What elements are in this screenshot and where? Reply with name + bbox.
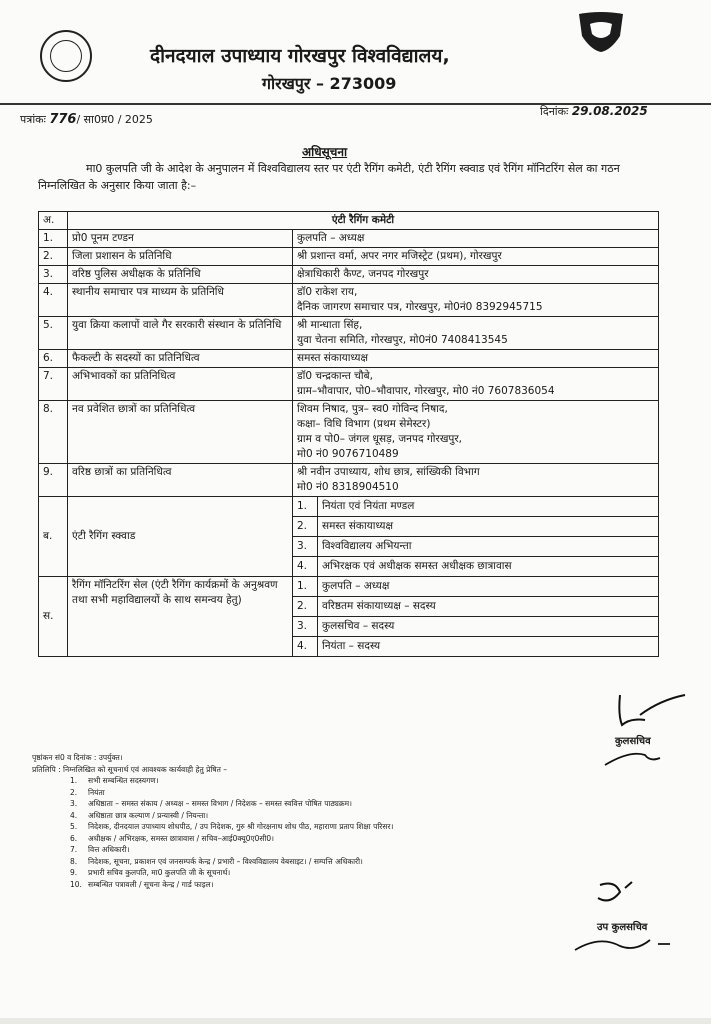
list-item-number: 1. — [293, 577, 318, 597]
copy-item-number: 2. — [70, 787, 78, 797]
anti-ragging-squad-title: एंटी रैगिंग स्क्वाड — [68, 497, 293, 577]
anti-ragging-squad-row — [39, 497, 659, 577]
copy-list-item — [70, 833, 592, 845]
row-role: फैकल्टी के सदस्यों का प्रतिनिधित्व — [68, 350, 293, 368]
list-item-text: कुलपति – अध्यक्ष — [318, 577, 659, 597]
list-item-text: नियंता एवं नियंता मण्डल — [318, 497, 659, 517]
member-line: डॉ0 राकेश राय, — [297, 286, 358, 298]
copy-list-item — [70, 844, 592, 856]
copy-item-number: 7. — [70, 845, 78, 854]
copy-list-item — [70, 867, 592, 879]
copy-list-item — [70, 856, 592, 868]
header-cell-num: अ. — [39, 212, 68, 230]
notice-intro: मा0 कुलपति जी के आदेश के अनुपालन में विश्वविद्यालय स्तर पर एंटी रैगिंग कमेटी, एंटी रैगिंग स्क्वाड एवं रैगिंग मॉनिटरिंग सेल का गठन निम्नलिखित के अनुसार किया जाता है:– — [38, 162, 620, 192]
list-item-number: 1. — [293, 497, 318, 517]
member-line: ग्राम व पो0– जंगल धूसड़, जनपद गोरखपुर, — [297, 433, 462, 445]
copy-item-number: 8. — [70, 856, 78, 866]
row-member — [293, 284, 659, 317]
table-header-row — [39, 212, 659, 230]
copy-item-text: अधिष्ठाता – समस्त संकाय / अध्यक्ष – समस्त विभाग / निदेशक – समस्त स्ववित्त पोषित पाठ्यक्रम। — [88, 799, 352, 808]
page-bottom-edge — [0, 1018, 711, 1024]
copy-item-text: निदेशक, सूचना, प्रकाशन एवं जनसम्पर्क केन्द्र / प्रभारी – विश्वविद्यालय वेबसाइट। / सम्पत्ति अधिकारी। — [88, 856, 363, 866]
row-role: जिला प्रशासन के प्रतिनिधि — [68, 248, 293, 266]
copy-item-number: 4. — [70, 810, 78, 820]
list-item — [293, 497, 658, 517]
copy-item-text: नियंता — [88, 787, 105, 797]
row-number: 1. — [39, 230, 68, 248]
copy-list-item — [70, 821, 592, 833]
notice-title: अधिसूचना — [302, 145, 348, 159]
ref-number: 776 — [49, 112, 77, 127]
copy-item-number: 5. — [70, 822, 78, 831]
member-line: मो0 नं0 8318904510 — [297, 481, 399, 493]
date-label: दिनांकः — [540, 105, 569, 118]
anti-ragging-squad-number: ब. — [39, 497, 68, 577]
copy-list-item — [70, 810, 592, 822]
row-role: नव प्रवेशित छात्रों का प्रतिनिधित्व — [68, 401, 293, 464]
member-line: श्री प्रशान्त वर्मा, अपर नगर मजिस्ट्रेट (प्रथम), गोरखपुर — [297, 250, 502, 262]
monitoring-cell-title: रैगिंग मॉनिटरिंग सेल (एंटी रैगिंग कार्यक्रमों के अनुश्रवण तथा सभी महाविद्यालयों के साथ समन्वय हेतु) — [68, 577, 293, 657]
footer-line-copy: प्रतिलिपि : निम्नलिखित को सूचनार्थ एवं आवश्यक कार्यवाही हेतु प्रेषित – — [32, 764, 228, 774]
copy-item-text: निदेशक, दीनदयाल उपाध्याय शोधपीठ, / उप निदेशक, गुरु श्री गोरक्षनाथ शोध पीठ, महाराणा प्रताप शिक्षा परिसर। — [88, 822, 394, 831]
header-cell-title: एंटी रैगिंग कमेटी — [68, 212, 659, 230]
university-city: गोरखपुर – 273009 — [262, 74, 397, 93]
list-item-number: 3. — [293, 537, 318, 557]
list-item-text: समस्त संकायाध्यक्ष — [318, 517, 659, 537]
member-line: क्षेत्राधिकारी कैण्ट, जनपद गोरखपुर — [297, 268, 429, 280]
copy-list-item — [70, 775, 592, 787]
list-item — [293, 637, 658, 657]
copy-item-text: सम्बन्धित पत्रावली / सूचना केन्द्र / गार्ड फाइल। — [88, 879, 214, 889]
table-row — [39, 317, 659, 350]
member-line: कक्षा– विधि विभाग (प्रथम सेमेस्टर) — [297, 418, 431, 430]
row-number: 3. — [39, 266, 68, 284]
list-item — [293, 537, 658, 557]
reference-number — [20, 112, 153, 127]
row-role: अभिभावकों का प्रतिनिधित्व — [68, 368, 293, 401]
monitoring-cell-row — [39, 577, 659, 657]
row-member — [293, 230, 659, 248]
row-role: प्रो0 पूनम टण्डन — [68, 230, 293, 248]
row-role: वरिष्ठ पुलिस अधीक्षक के प्रतिनिधि — [68, 266, 293, 284]
member-line: दैनिक जागरण समाचार पत्र, गोरखपुर, मो0नं0 8392945715 — [297, 301, 543, 313]
list-item-number: 2. — [293, 517, 318, 537]
copy-item-number: 10. — [70, 879, 82, 889]
list-item-text: नियंता – सदस्य — [322, 640, 381, 652]
ref-suffix: / सा0प्र0 / 2025 — [76, 113, 153, 126]
copy-item-text: वित्त अधिकारी। — [88, 845, 130, 854]
list-item-number: 3. — [293, 617, 318, 637]
member-line: श्री मान्धाता सिंह, — [297, 319, 363, 331]
row-number: 6. — [39, 350, 68, 368]
member-line: डॉ0 चन्द्रकान्त चौबे, — [297, 370, 373, 382]
member-line: मो0 नं0 9076710489 — [297, 448, 399, 460]
ref-prefix: पत्रांकः — [20, 113, 46, 126]
copy-item-text: अधीक्षक / अभिरक्षक, समस्त छात्रावास / सचिव–आई0क्यू0ए0सी0। — [88, 833, 275, 843]
row-member — [293, 266, 659, 284]
date-value: 29.08.2025 — [571, 104, 648, 118]
university-name: दीनदयाल उपाध्याय गोरखपुर विश्वविद्यालय, — [150, 45, 450, 67]
copy-list-item — [70, 879, 592, 891]
copy-list — [32, 775, 592, 890]
row-number: 4. — [39, 284, 68, 317]
row-role: वरिष्ठ छात्रों का प्रतिनिधित्व — [68, 464, 293, 497]
list-item-number: 4. — [293, 557, 318, 577]
list-item-text: अभिरक्षक एवं अधीक्षक समस्त अधीक्षक छात्रावास — [322, 560, 512, 572]
row-number: 9. — [39, 464, 68, 497]
table-row — [39, 401, 659, 464]
row-member — [293, 401, 659, 464]
row-number: 5. — [39, 317, 68, 350]
row-member — [293, 248, 659, 266]
list-item — [293, 617, 658, 637]
member-line: कुलपति – अध्यक्ष — [297, 232, 365, 244]
copy-item-text: सभी सम्बन्धित सदस्यगण। — [88, 776, 159, 785]
row-member — [293, 350, 659, 368]
copy-list-item — [70, 787, 592, 799]
copy-item-number: 3. — [70, 799, 78, 808]
university-seal-logo — [40, 30, 92, 82]
table-row — [39, 266, 659, 284]
copy-distribution — [32, 752, 592, 890]
monitoring-cell-members — [293, 577, 659, 657]
row-role: युवा क्रिया कलापों वाले गैर सरकारी संस्थान के प्रतिनिधि — [68, 317, 293, 350]
list-item — [293, 557, 658, 577]
copy-item-number: 6. — [70, 833, 78, 843]
table-row — [39, 368, 659, 401]
table-row — [39, 230, 659, 248]
list-item-text: कुलसचिव – सदस्य — [318, 617, 659, 637]
document-date — [540, 104, 648, 119]
anti-ragging-squad-members — [293, 497, 659, 577]
list-item-text: विश्वविद्यालय अभियन्ता — [318, 537, 659, 557]
copy-item-text: प्रभारी सचिव कुलपति, मा0 कुलपति जी के सूचनार्थ। — [88, 868, 231, 877]
row-number: 7. — [39, 368, 68, 401]
university-emblem-logo — [576, 10, 626, 54]
member-line: समस्त संकायाध्यक्ष — [297, 352, 369, 364]
row-member — [293, 317, 659, 350]
footer-line-ref: पृष्ठांकन सं0 व दिनांक : उपर्युक्त। — [32, 753, 123, 762]
row-number: 2. — [39, 248, 68, 266]
deputy-registrar-label: उप कुलसचिव — [597, 922, 648, 933]
copy-item-number: 1. — [70, 776, 78, 785]
copy-list-item — [70, 798, 592, 810]
member-line: युवा चेतना समिति, गोरखपुर, मो0नं0 7408413545 — [297, 334, 508, 346]
monitoring-cell-member-list — [293, 577, 658, 656]
copy-item-text: अधिष्ठाता छात्र कल्याण / प्रन्यास्वी / नियन्ता। — [88, 810, 209, 820]
registrar-label: कुलसचिव — [615, 736, 651, 747]
table-row — [39, 248, 659, 266]
member-line: ग्राम–भौवापार, पो0–भौवापार, गोरखपुर, मो0 नं0 7607836054 — [297, 385, 555, 397]
row-member — [293, 464, 659, 497]
list-item — [293, 577, 658, 597]
table-row — [39, 464, 659, 497]
list-item — [293, 597, 658, 617]
list-item-number: 4. — [293, 637, 318, 657]
row-member — [293, 368, 659, 401]
copy-item-number: 9. — [70, 868, 78, 877]
row-role: स्थानीय समाचार पत्र माध्यम के प्रतिनिधि — [68, 284, 293, 317]
table-row — [39, 350, 659, 368]
monitoring-cell-number: स. — [39, 577, 68, 657]
committee-table — [38, 211, 659, 657]
list-item-number: 2. — [293, 597, 318, 617]
table-row — [39, 284, 659, 317]
list-item — [293, 517, 658, 537]
member-line: श्री नवीन उपाध्याय, शोध छात्र, सांख्यिकी विभाग — [297, 466, 480, 478]
row-number: 8. — [39, 401, 68, 464]
member-line: शिवम निषाद, पुत्र– स्व0 गोविन्द निषाद, — [297, 403, 448, 415]
list-item-text: वरिष्ठतम संकायाध्यक्ष – सदस्य — [318, 597, 659, 617]
registrar-signature — [600, 690, 690, 770]
anti-ragging-squad-member-list — [293, 497, 658, 576]
